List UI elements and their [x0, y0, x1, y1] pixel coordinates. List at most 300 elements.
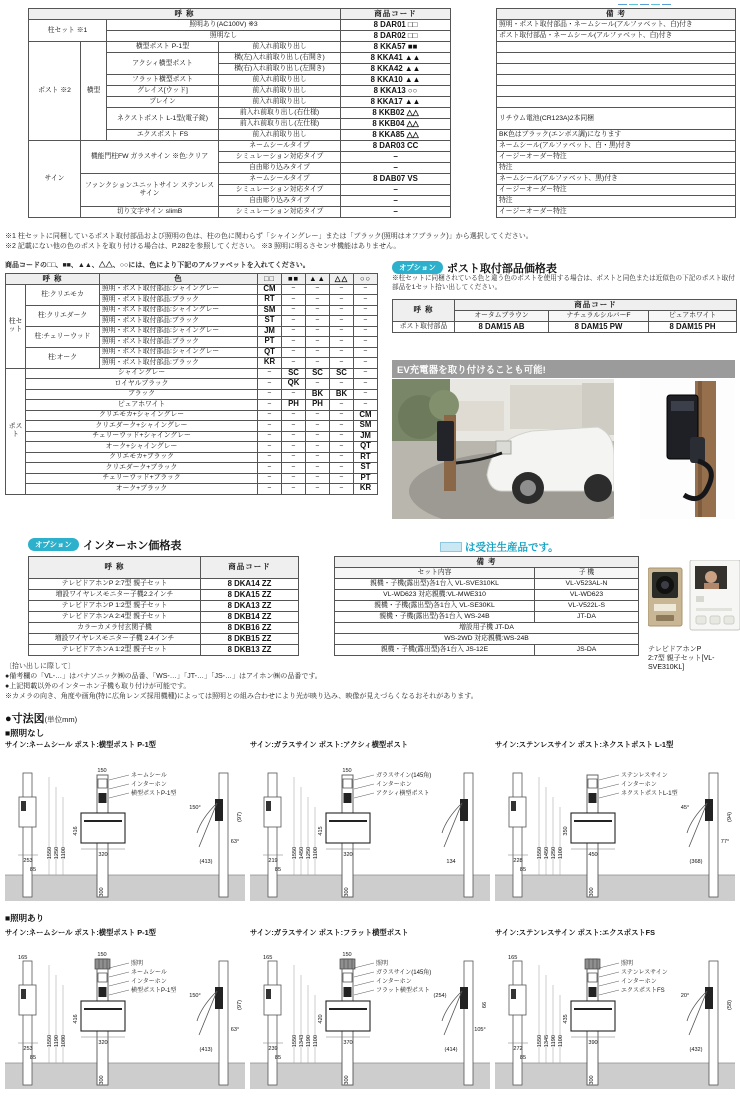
header-cell: 商品コード [455, 300, 737, 311]
header-cell: ■■ [282, 274, 306, 285]
table-cell [451, 20, 497, 31]
header-cell: 商品コード [341, 9, 451, 20]
table-cell: − [258, 421, 282, 432]
table-cell: 照明・ポスト取付部品:シャイングレー [100, 326, 258, 337]
header-cell: 備 考 [497, 9, 736, 20]
diagram-title: サイン:ステンレスサイン ポスト:エクスポストFS [495, 928, 655, 937]
table-cell [451, 86, 497, 97]
table-cell: 横(左)入れ前取り出し(右開き) [219, 53, 341, 64]
table-cell: クリエダーク+ブラック [26, 463, 258, 474]
diagram-drawing [250, 751, 490, 903]
intercom-title-text: インターホン価格表 [82, 539, 182, 552]
svg-text:150°: 150° [189, 805, 201, 811]
table-cell: VL-WD623 対応親機:VL-MWE310 [335, 590, 535, 601]
svg-text:77°: 77° [720, 839, 730, 845]
table-cell: オーク+ブラック [26, 484, 258, 495]
table-cell: − [282, 484, 306, 495]
table-cell: − [354, 389, 378, 400]
attach-title-text: ポスト取付部品価格表 [446, 262, 557, 275]
table-cell: ネームシール(アルファベット、黒)付き [497, 174, 736, 185]
table-cell: ネームシールタイプ [219, 174, 341, 185]
table-cell: テレビドアホンA 2:4型 親子セット [29, 612, 201, 623]
table-cell [299, 623, 335, 634]
table-cell: VL-V522L-S [535, 601, 639, 612]
table-cell: − [282, 316, 306, 327]
table-cell: ネクストポスト L-1型(電子錠) [107, 108, 219, 130]
table-cell [451, 31, 497, 42]
svg-text:(97): (97) [237, 1000, 243, 1010]
table-cell: PH [306, 400, 330, 411]
table-cell: 8 KKA85 △△ [341, 130, 451, 141]
table-cell: ブラック [26, 389, 258, 400]
table-cell: テレビドアホンP 1:2型 親子セット [29, 601, 201, 612]
svg-text:(368): (368) [689, 859, 703, 865]
table-cell [451, 196, 497, 207]
svg-text:(254): (254) [433, 993, 447, 999]
header-cell: 子 機 [535, 568, 639, 579]
table-cell: カラーカメラ付玄関子機 [29, 623, 201, 634]
table-cell: − [354, 337, 378, 348]
table-cell: 8 DKA13 ZZ [201, 601, 299, 612]
table-cell: − [341, 196, 451, 207]
table-cell: − [306, 452, 330, 463]
svg-text:85: 85 [29, 1055, 37, 1061]
svg-text:インターホン: インターホン [131, 782, 167, 788]
table-cell: 照明・ポスト取付部品:ブラック [100, 316, 258, 327]
header-cell: 呼 称 [29, 9, 341, 20]
table-cell: 8 DKB16 ZZ [201, 623, 299, 634]
table-cell: 8 DAR02 □□ [341, 31, 451, 42]
svg-text:85: 85 [519, 1055, 527, 1061]
table-cell: クリエモカ+シャイングレー [26, 410, 258, 421]
table-cell: − [282, 410, 306, 421]
header-cell: ○○ [354, 274, 378, 285]
svg-text:(413): (413) [199, 1047, 213, 1053]
svg-text:ガラスサイン(145角): ガラスサイン(145角) [376, 773, 432, 779]
header-cell: ナチュラルシルバーF [549, 311, 649, 322]
svg-text:219: 219 [268, 858, 278, 864]
svg-text:1250: 1250 [551, 846, 557, 860]
table-cell: − [330, 316, 354, 327]
svg-text:1550: 1550 [292, 846, 298, 860]
table-cell: ST [258, 316, 282, 327]
svg-text:インターホン: インターホン [131, 979, 167, 985]
table-cell: SC [282, 368, 306, 379]
table-cell [451, 108, 497, 119]
table-cell: VL-V523AL-N [535, 579, 639, 590]
table-cell [451, 130, 497, 141]
table-cell: 8 KKB02 △△ [341, 108, 451, 119]
table-cell: − [306, 326, 330, 337]
header-cell: 呼 称 [393, 300, 455, 322]
svg-text:ネームシール: ネームシール [131, 773, 167, 779]
table-cell: 親機・子機(露出型)各1台入 VL-SVE310KL [335, 579, 535, 590]
table-cell: CM [354, 410, 378, 421]
table-cell: 照明・ポスト取付部品:ブラック [100, 337, 258, 348]
table-cell: JM [258, 326, 282, 337]
dim-group-with-light: ■照明あり [5, 913, 45, 923]
table-cell: − [330, 305, 354, 316]
table-cell: − [282, 326, 306, 337]
table-cell: 8 KKA41 ▲▲ [341, 53, 451, 64]
svg-text:アクシィ横型ポスト: アクシィ横型ポスト [376, 791, 430, 797]
table-cell: − [306, 410, 330, 421]
table-cell: 増設ワイヤレスモニター子機 2.4インチ [29, 634, 201, 645]
table-cell: ファンクションユニットサイン ステンレスサイン [81, 174, 219, 207]
svg-text:85: 85 [519, 867, 527, 873]
svg-text:165: 165 [508, 955, 518, 961]
table-cell: PH [282, 400, 306, 411]
table-cell: − [258, 379, 282, 390]
svg-text:320: 320 [98, 1040, 108, 1046]
table-cell: 切り文字サイン slimB [81, 207, 219, 218]
header-cell: セット内容 [335, 568, 535, 579]
svg-text:63°: 63° [230, 839, 240, 845]
table-cell: BK [330, 389, 354, 400]
svg-text:150: 150 [97, 768, 107, 774]
legend-text: は受注生産品です。 [465, 541, 559, 554]
table-cell: ST [354, 463, 378, 474]
table-cell: シミュレーション対応タイプ [219, 152, 341, 163]
table-cell [451, 75, 497, 86]
table-cell: アクシィ横型ポスト [107, 53, 219, 75]
footnote-1: ※1 柱セットに同梱しているポスト取付部品および照明の色は、柱の色に関わらず「シャイングレー」または「ブラック(照明はオフブラック)」から選択してください。 [5, 233, 533, 240]
table-cell: − [306, 295, 330, 306]
table-cell [299, 601, 335, 612]
svg-text:(414): (414) [444, 1047, 458, 1053]
table-cell: 前入れ前取り出し [219, 130, 341, 141]
table-cell: 増設ワイヤレスモニター子機2.2インチ [29, 590, 201, 601]
table-cell: − [258, 473, 282, 484]
header-cell: 呼 称 [29, 557, 201, 579]
ev-photo-charger [640, 379, 735, 519]
table-cell: 8 KKA13 ○○ [341, 86, 451, 97]
svg-text:45°: 45° [680, 805, 690, 811]
table-cell: 前入れ前取り出し [219, 97, 341, 108]
table-cell: − [354, 326, 378, 337]
table-cell: 前入れ前取り出し(右仕様) [219, 108, 341, 119]
svg-text:1250: 1250 [54, 846, 60, 860]
table-cell: − [282, 442, 306, 453]
table-cell: オーク+シャイングレー [26, 442, 258, 453]
table-cell: VL-WD623 [535, 590, 639, 601]
table-cell: 機能門柱FW ガラスサイン ※色:クリア [81, 141, 219, 174]
table-cell: − [258, 452, 282, 463]
table-cell: 横型ポスト P-1型 [107, 42, 219, 53]
svg-text:239: 239 [268, 1046, 278, 1052]
table-cell: − [341, 152, 451, 163]
table-cell: − [306, 379, 330, 390]
table-cell: − [258, 410, 282, 421]
svg-text:300: 300 [589, 887, 595, 897]
table-cell: − [306, 421, 330, 432]
attach-price-table [392, 299, 737, 333]
table-cell: 前入れ前取り出し [219, 42, 341, 53]
table-cell: 8 KKA10 ▲▲ [341, 75, 451, 86]
table-cell: QT [354, 442, 378, 453]
table-cell: − [330, 473, 354, 484]
table-cell: RT [354, 452, 378, 463]
table-cell: − [330, 463, 354, 474]
table-cell: − [330, 358, 354, 369]
table-cell: 自由彫り込みタイプ [219, 196, 341, 207]
svg-text:横型ポストP-1型: 横型ポストP-1型 [131, 988, 177, 994]
svg-text:1100: 1100 [558, 1034, 564, 1048]
table-cell: − [341, 185, 451, 196]
svg-text:1450: 1450 [299, 846, 305, 860]
svg-text:300: 300 [344, 887, 350, 897]
diagram-title: サイン:ステンレスサイン ポスト:ネクストポスト L-1型 [495, 740, 674, 749]
svg-text:1550: 1550 [537, 846, 543, 860]
table-cell: ポスト取付部品・ネームシール(アルファベット、白)付き [497, 31, 736, 42]
svg-text:253: 253 [23, 1046, 33, 1052]
svg-text:1190: 1190 [551, 1034, 557, 1048]
table-cell: − [282, 463, 306, 474]
table-cell: QK [282, 379, 306, 390]
svg-text:63°: 63° [230, 1027, 240, 1033]
table-cell: ロイヤルブラック [26, 379, 258, 390]
table-cell: 横型 [81, 42, 107, 141]
intercom-product-photo [648, 560, 740, 640]
table-cell [451, 174, 497, 185]
table-cell: サイン [29, 141, 81, 218]
table-cell: − [330, 421, 354, 432]
dim-group-no-light: ■照明なし [5, 728, 45, 738]
table-cell: − [330, 284, 354, 295]
table-cell: 8 DAM15 AB [455, 322, 549, 333]
svg-text:(58): (58) [727, 1000, 733, 1010]
table-cell [299, 579, 335, 590]
table-cell: WS-2WD 対応親機:WS-24B [335, 634, 639, 645]
table-cell: SM [354, 421, 378, 432]
table-cell: 照明・ポスト取付部品:シャイングレー [100, 347, 258, 358]
diagram-drawing [5, 939, 245, 1091]
caption-line-2: 2:7型 親子セット[VL-SVE310KL] [648, 655, 715, 672]
svg-text:1190: 1190 [54, 1034, 60, 1048]
footnote-2: ※2 記載にない他の色のポストを取り付ける場合は、P.282を参照してください。 ※3 照明に明るさセンサ機能はありません。 [5, 243, 401, 250]
table-cell: 8 DKA14 ZZ [201, 579, 299, 590]
option-badge-2: オプション [28, 538, 79, 551]
table-cell: − [282, 305, 306, 316]
table-cell: − [258, 431, 282, 442]
table-cell: 8 DKB15 ZZ [201, 634, 299, 645]
table-cell: − [258, 400, 282, 411]
pickup-note-2: ●上記掲載以外のインターホン子機も取り付けが可能です。 [5, 683, 191, 690]
table-cell: JM [354, 431, 378, 442]
dimension-diagram [495, 928, 735, 1096]
table-cell: − [330, 452, 354, 463]
svg-text:照明: 照明 [376, 961, 389, 967]
header-cell: □□ [258, 274, 282, 285]
table-cell: 8 KKB04 △△ [341, 119, 451, 130]
dim-section-title [5, 710, 77, 726]
table-cell [299, 557, 335, 579]
dimension-diagram [250, 740, 490, 908]
table-cell [451, 97, 497, 108]
svg-text:85: 85 [274, 867, 282, 873]
table-cell: PT [258, 337, 282, 348]
table-cell: 照明・ポスト取付部品:ブラック [100, 295, 258, 306]
svg-text:165: 165 [263, 955, 273, 961]
table-cell [299, 645, 335, 656]
diagram-title: サイン:ネームシール ポスト:横型ポスト P-1型 [5, 928, 156, 937]
table-cell [451, 64, 497, 75]
table-cell: 8 KKA57 ■■ [341, 42, 451, 53]
svg-text:1100: 1100 [558, 846, 564, 860]
table-cell: グレイス[ウッド] [107, 86, 219, 97]
table-cell: チェリーウッド+シャイングレー [26, 431, 258, 442]
svg-text:1550: 1550 [292, 1034, 298, 1048]
table-cell: 8 DAM15 PH [649, 322, 737, 333]
svg-text:416: 416 [73, 1014, 79, 1024]
table-cell: − [282, 337, 306, 348]
svg-text:1190: 1190 [306, 1034, 312, 1048]
table-cell: シミュレーション対応タイプ [219, 207, 341, 218]
ev-photo-car [392, 379, 614, 519]
caption-line-1: テレビドアホンP [648, 646, 702, 653]
svg-text:1550: 1550 [47, 846, 53, 860]
svg-text:インターホン: インターホン [621, 979, 657, 985]
table-cell: BK色はブラック(エンボス調)になります [497, 130, 736, 141]
diagram-title: サイン:ネームシール ポスト:横型ポスト P-1型 [5, 740, 156, 749]
table-cell: − [258, 368, 282, 379]
table-cell: 特注 [497, 196, 736, 207]
svg-text:ネクストポストL-1型: ネクストポストL-1型 [621, 791, 678, 797]
table-cell: − [354, 347, 378, 358]
svg-text:照明: 照明 [621, 961, 634, 967]
table-cell: − [354, 368, 378, 379]
table-cell: − [282, 452, 306, 463]
table-cell: 8 DKB14 ZZ [201, 612, 299, 623]
table-cell: − [330, 337, 354, 348]
table-cell: 照明・ポスト取付部品:シャイングレー [100, 305, 258, 316]
diagram-title: サイン:ガラスサイン ポスト:アクシィ横型ポスト [250, 740, 409, 749]
table-cell: − [282, 347, 306, 358]
table-cell: − [354, 316, 378, 327]
svg-text:420: 420 [318, 1014, 324, 1024]
svg-text:272: 272 [513, 1046, 523, 1052]
table-cell: − [306, 347, 330, 358]
header-cell: 色 [100, 274, 258, 285]
header-cell: △△ [330, 274, 354, 285]
table-cell: − [330, 295, 354, 306]
header-cell: 備 考 [335, 557, 639, 568]
table-cell: SC [306, 368, 330, 379]
table-cell: テレビドアホンA 1:2型 親子セット [29, 645, 201, 656]
diagram-drawing [495, 939, 735, 1091]
svg-text:320: 320 [343, 852, 353, 858]
svg-text:253: 253 [23, 858, 33, 864]
table-cell [451, 9, 497, 20]
table-cell: 8 DKA15 ZZ [201, 590, 299, 601]
header-cell: ピュアホワイト [649, 311, 737, 322]
table-cell: − [306, 442, 330, 453]
table-cell: 8 KKA42 ▲▲ [341, 64, 451, 75]
table-cell: 8 DAR03 CC [341, 141, 451, 152]
dimension-diagram [5, 928, 245, 1096]
diagram-drawing [495, 751, 735, 903]
table-cell: イージーオーダー特注 [497, 207, 736, 218]
table-cell: 前入れ前取り出し(左仕様) [219, 119, 341, 130]
table-cell: 前入れ前取り出し [219, 75, 341, 86]
table-cell [451, 207, 497, 218]
option-badge: オプション [392, 261, 443, 274]
svg-text:フラット横型ポスト: フラット横型ポスト [376, 988, 430, 994]
table-cell [451, 119, 497, 130]
svg-text:20°: 20° [680, 993, 690, 999]
table-cell: − [354, 305, 378, 316]
table-cell [497, 86, 736, 97]
table-cell: − [306, 284, 330, 295]
svg-text:照明: 照明 [131, 961, 144, 967]
table-cell: − [330, 410, 354, 421]
table-cell: シャイングレー [26, 368, 258, 379]
table-cell: − [306, 431, 330, 442]
table-cell: クリエモカ+ブラック [26, 452, 258, 463]
svg-text:ネームシール: ネームシール [131, 970, 167, 976]
table-cell: ピュアホワイト [26, 400, 258, 411]
table-cell: クリエダーク+シャイングレー [26, 421, 258, 432]
made-to-order-legend [440, 538, 559, 556]
svg-text:1100: 1100 [313, 846, 319, 860]
table-cell: 横(右)入れ前取り出し(左開き) [219, 64, 341, 75]
svg-text:1250: 1250 [306, 846, 312, 860]
table-cell: − [354, 295, 378, 306]
table-cell: − [341, 207, 451, 218]
table-cell: − [258, 389, 282, 400]
svg-text:1343: 1343 [299, 1034, 305, 1048]
table-cell: テレビドアホンP 2:7型 親子セット [29, 579, 201, 590]
table-cell: KR [354, 484, 378, 495]
table-cell: 親機・子機(露出型)各1台入 WS-24B [335, 612, 535, 623]
table-cell [299, 590, 335, 601]
dim-unit-text: (単位mm) [44, 715, 78, 724]
table-cell: リチウム電池(CR123A)2本同梱 [497, 108, 736, 130]
svg-text:105°: 105° [474, 1027, 486, 1033]
header-cell: 呼 称 [6, 274, 100, 285]
diagram-drawing [5, 751, 245, 903]
dimension-diagram [250, 928, 490, 1096]
svg-text:370: 370 [343, 1040, 353, 1046]
table-cell: SC [330, 368, 354, 379]
table-cell [451, 163, 497, 174]
table-cell: 照明・ポスト取付部品:ブラック [100, 358, 258, 369]
table-cell: 柱:クリエダーク [26, 305, 100, 326]
diagram-drawing [250, 939, 490, 1091]
svg-text:300: 300 [99, 887, 105, 897]
table-cell: − [306, 484, 330, 495]
svg-text:(94): (94) [727, 812, 733, 822]
table-cell: − [330, 484, 354, 495]
table-cell: 照明・ポスト取付部品:シャイングレー [100, 284, 258, 295]
svg-text:150: 150 [97, 952, 107, 958]
svg-text:1550: 1550 [537, 1034, 543, 1048]
table-cell: − [306, 473, 330, 484]
table-cell [451, 185, 497, 196]
table-cell: 8 DAM15 PW [549, 322, 649, 333]
table-cell: 8 KKA17 ▲▲ [341, 97, 451, 108]
table-cell: − [258, 463, 282, 474]
table-cell: ネームシール(アルファベット、白・黒)付き [497, 141, 736, 152]
color-code-table [5, 273, 378, 495]
table-cell [497, 75, 736, 86]
diagram-title: サイン:ガラスサイン ポスト:フラット横型ポスト [250, 928, 409, 937]
table-cell: 柱:チェリーウッド [26, 326, 100, 347]
table-cell: JS-DA [535, 645, 639, 656]
table-cell: − [330, 442, 354, 453]
svg-text:85: 85 [274, 1055, 282, 1061]
pickup-note-0: 〔拾い出しに際して〕 [5, 663, 75, 670]
